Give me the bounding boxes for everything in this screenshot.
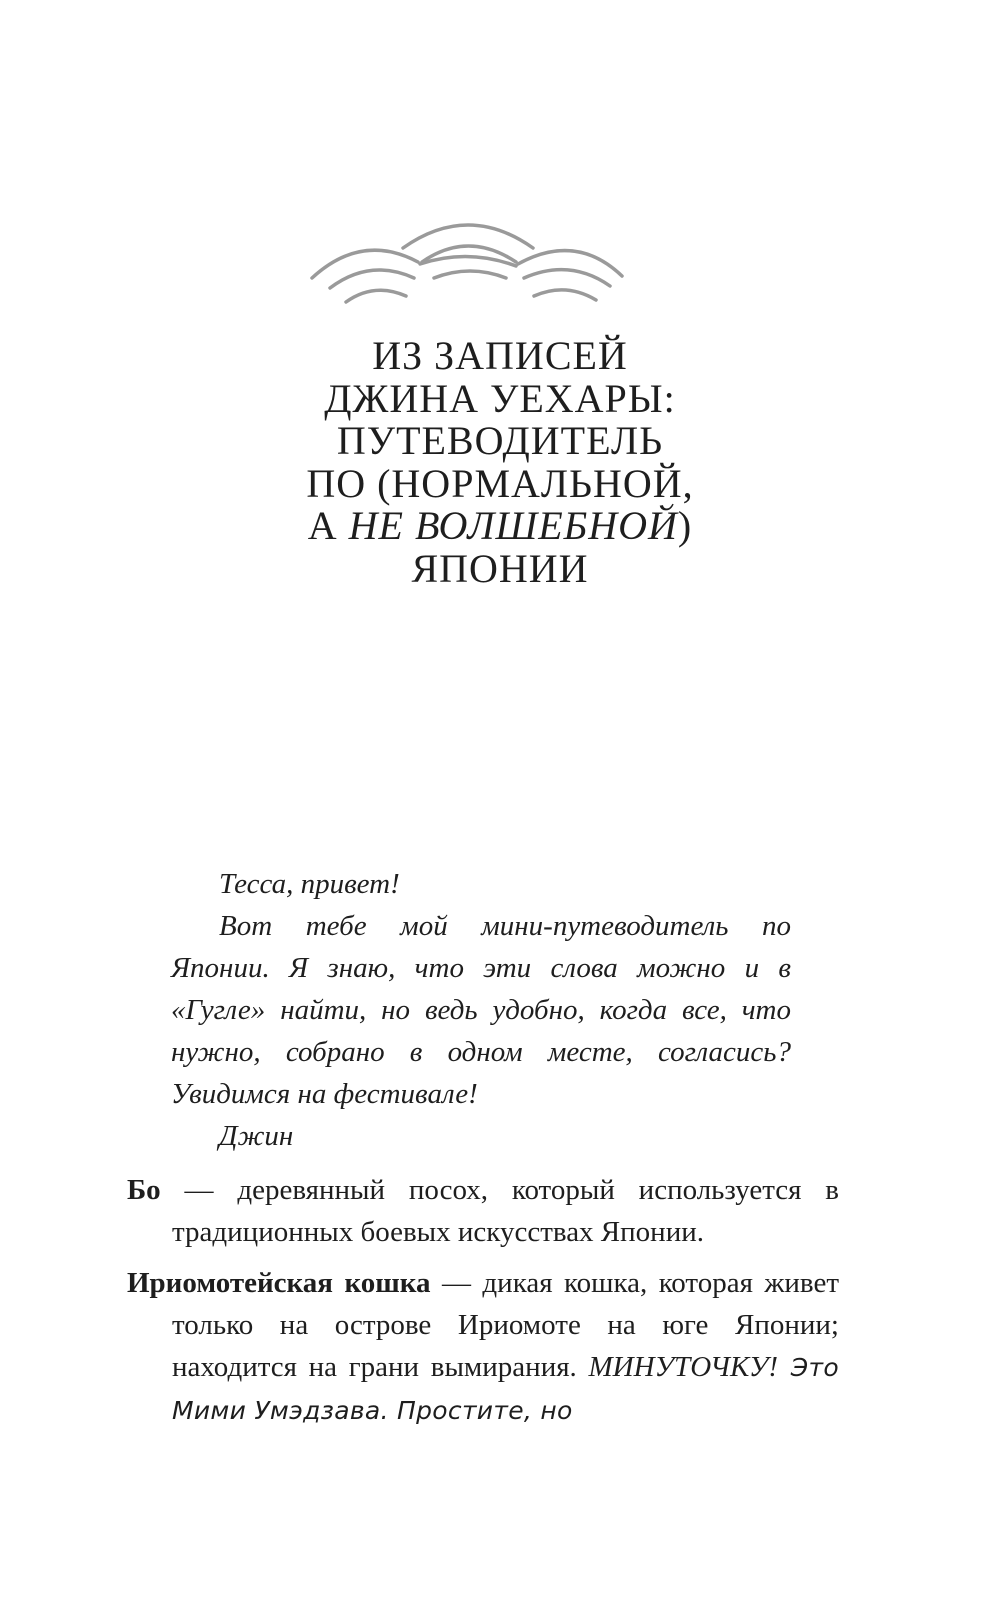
handwritten-note: Это Мими Умэдзава. Простите, но [172, 1353, 839, 1425]
waves-ornament-icon [310, 218, 640, 318]
letter-body: Вот тебе мой мини-путеводитель по Японии. Я знаю, что эти слова можно и в «Гугле» найти, но ведь удобно, когда все, что нужно, собрано в одном месте, согласись? Увидимся на фестивале! [171, 910, 791, 1110]
chapter-title-line [150, 505, 850, 548]
chapter-title-word: А [307, 503, 338, 548]
glossary-entry [127, 1169, 839, 1253]
glossary-entry [127, 1262, 839, 1432]
letter-signature: Джин [219, 1120, 294, 1152]
letter-note [171, 863, 791, 1157]
chapter-title-paren: ) [677, 503, 693, 548]
glossary-term: Ириомотейская кошка [127, 1267, 431, 1299]
chapter-title-line: ДЖИНА УЕХАРЫ: [324, 375, 676, 421]
chapter-title-line: ИЗ ЗАПИСЕЙ [372, 333, 628, 378]
glossary-term: Бо [127, 1174, 161, 1206]
chapter-title-line: ПУТЕВОДИТЕЛЬ [336, 418, 664, 463]
glossary-definition: — деревянный посох, который используется в традиционных боевых искусствах Японии. [160, 1174, 839, 1248]
chapter-title-line: ПО (НОРМАЛЬНОЙ, [306, 460, 694, 506]
chapter-title [150, 335, 850, 590]
letter-greeting: Тесса, привет! [219, 868, 400, 900]
chapter-title-line: ЯПОНИИ [411, 545, 589, 591]
chapter-title-emphasis: НЕ ВОЛШЕБНОЙ [348, 503, 678, 548]
glossary [127, 1169, 839, 1441]
glossary-aside: МИНУТОЧКУ! [588, 1351, 779, 1383]
glossary-definition: — дикая кошка, которая живет только на острове Ириомоте на юге Японии; находится на грани вымирания. [172, 1267, 839, 1383]
